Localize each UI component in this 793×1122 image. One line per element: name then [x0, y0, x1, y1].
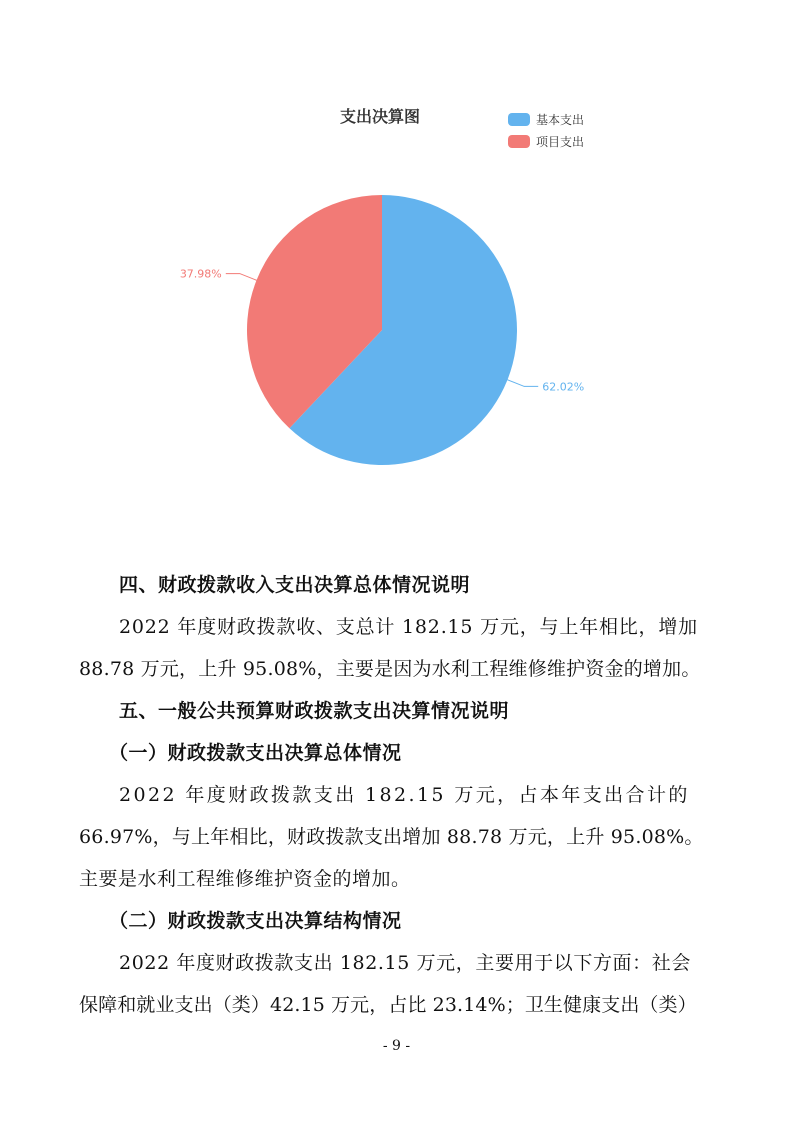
pie-leader-line-project: [226, 274, 257, 281]
section-five-sub1-text-line1: 2022 年度财政拨款支出 182.15 万元，占本年支出合计的: [119, 784, 690, 806]
legend-label-project: 项目支出: [536, 134, 585, 149]
section-four-text-line2: 88.78 万元，上升 95.08%，主要是因为水利工程维修维护资金的增加。: [79, 658, 701, 680]
legend-swatch-project: [508, 135, 530, 148]
legend-swatch-basic: [508, 113, 530, 126]
section-four-heading: 四、财政拨款收入支出决算总体情况说明: [119, 574, 471, 596]
expenditure-pie-chart: [0, 0, 793, 540]
section-five-sub2-heading: （二）财政拨款支出决算结构情况: [109, 910, 402, 932]
section-five-sub2-text-line1: 2022 年度财政拨款支出 182.15 万元，主要用于以下方面：社会: [119, 952, 691, 974]
section-five-sub1-text-line2: 66.97%，与上年相比，财政拨款支出增加 88.78 万元，上升 95.08%。: [79, 826, 704, 848]
pie-chart-svg: [0, 0, 793, 540]
pie-label-basic: 62.02%: [542, 380, 585, 394]
chart-title: 支出决算图: [339, 107, 420, 126]
section-four-text-line1: 2022 年度财政拨款收、支总计 182.15 万元，与上年相比，增加: [119, 616, 698, 638]
section-five-sub1-text-line3: 主要是水利工程维修维护资金的增加。: [79, 868, 411, 890]
legend-item-project[interactable]: [508, 130, 584, 152]
legend-label-basic: 基本支出: [536, 112, 585, 127]
section-five-sub1-heading: （一）财政拨款支出决算总体情况: [109, 742, 402, 764]
page-number: - 9 -: [382, 1038, 411, 1054]
section-five-heading: 五、一般公共预算财政拨款支出决算情况说明: [119, 700, 510, 722]
section-five-sub2-text-line2: 保障和就业支出（类）42.15 万元，占比 23.14%；卫生健康支出（类）: [79, 994, 697, 1016]
legend-item-basic[interactable]: [508, 108, 584, 130]
pie-leader-line-basic: [507, 380, 538, 387]
chart-legend: [508, 108, 584, 152]
pie-label-project: 37.98%: [179, 267, 222, 281]
